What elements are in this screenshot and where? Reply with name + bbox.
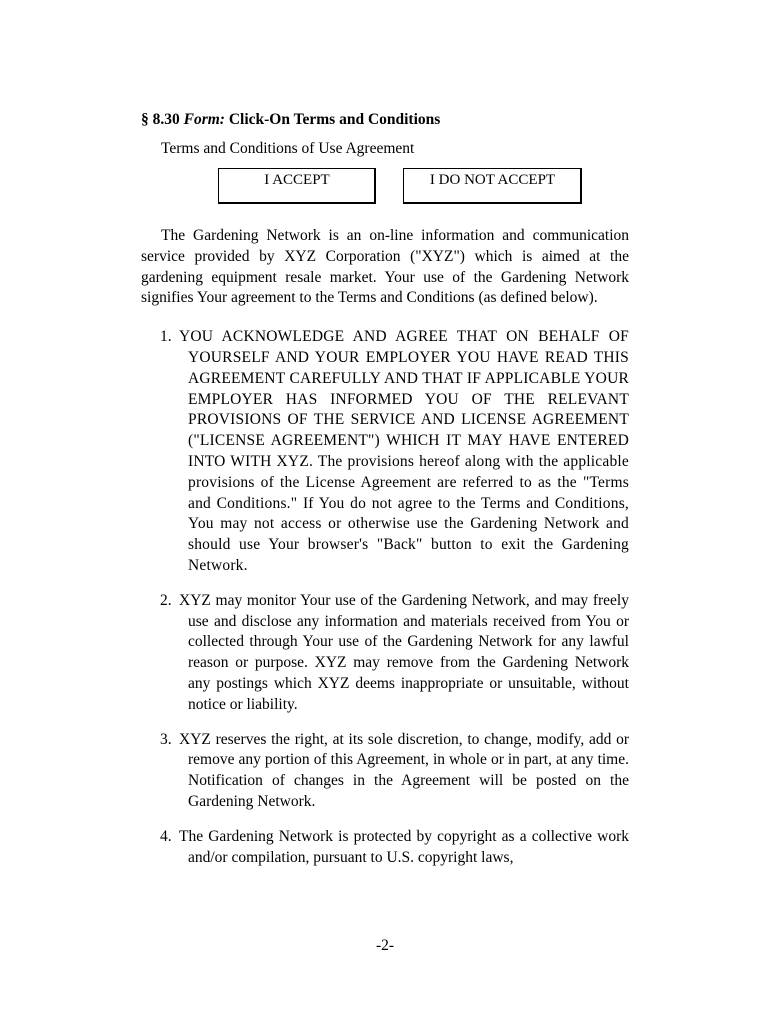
list-item-text: XYZ may monitor Your use of the Gardening Network, and may freely use and disclose any information and materials received from You or collected through Your use of the Gardening Network for any lawful reason or purpose. XYZ may remove from the Gardening Network any postings which XYZ deems inappropriate or unsuitable, without notice or liability.: [179, 591, 629, 713]
list-item-number: 2.: [160, 591, 172, 609]
section-number: § 8.30: [141, 111, 180, 128]
list-item-text: YOU ACKNOWLEDGE AND AGREE THAT ON BEHALF OF YOURSELF AND YOUR EMPLOYER YOU HAVE READ THIS AGREEMENT CAREFULLY AND THAT IF APPLICABLE YOUR EMPLOYER HAS INFORMED YOU OF THE RELEVANT PROVISIONS OF THE SERVICE AND LICENSE AGREEMENT ("LICENSE AGREEMENT") WHICH IT MAY HAVE ENTERED INTO WITH XYZ. The provisions hereof along with the applicable provisions of the License Agreement are referred to as the "Terms and Conditions." If You do not agree to the Terms and Conditions, You may not access or otherwise use the Gardening Network and should use Your browser's "Back" button to exit the Gardening Network.: [179, 328, 629, 574]
list-item: [141, 327, 629, 577]
list-item-number: 3.: [160, 730, 172, 748]
list-item-text: XYZ reserves the right, at its sole discretion, to change, modify, add or remove any portion of this Agreement, in whole or in part, at any time. Notification of changes in the Agreement will be posted on the Gardening Network.: [179, 730, 629, 810]
list-item-number: 4.: [160, 827, 172, 845]
agreement-subtitle: Terms and Conditions of Use Agreement: [161, 140, 415, 157]
list-item: [141, 827, 629, 869]
terms-list: [141, 327, 629, 868]
document-page: [141, 110, 629, 882]
list-item: [141, 591, 629, 716]
list-item-text: The Gardening Network is protected by copyright as a collective work and/or compilation, pursuant to U.S. copyright laws,: [179, 827, 629, 866]
acceptance-button-row: [141, 168, 629, 208]
section-heading: [141, 110, 629, 130]
list-item: [141, 730, 629, 813]
section-title: Click-On Terms and Conditions: [228, 111, 441, 128]
list-item-number: 1.: [160, 328, 172, 346]
decline-button[interactable]: I DO NOT ACCEPT: [403, 168, 582, 204]
page-number: -2-: [375, 937, 395, 954]
section-form-word: Form:: [183, 111, 225, 128]
accept-button[interactable]: I ACCEPT: [218, 168, 376, 204]
intro-paragraph: The Gardening Network is an on-line information and communication service provided by XYZ Corporation ("XYZ") which is aimed at the gardening equipment resale market. Your use of the Gardening Network signifies Your agreement to the Terms and Conditions (as defined below).: [141, 227, 629, 307]
